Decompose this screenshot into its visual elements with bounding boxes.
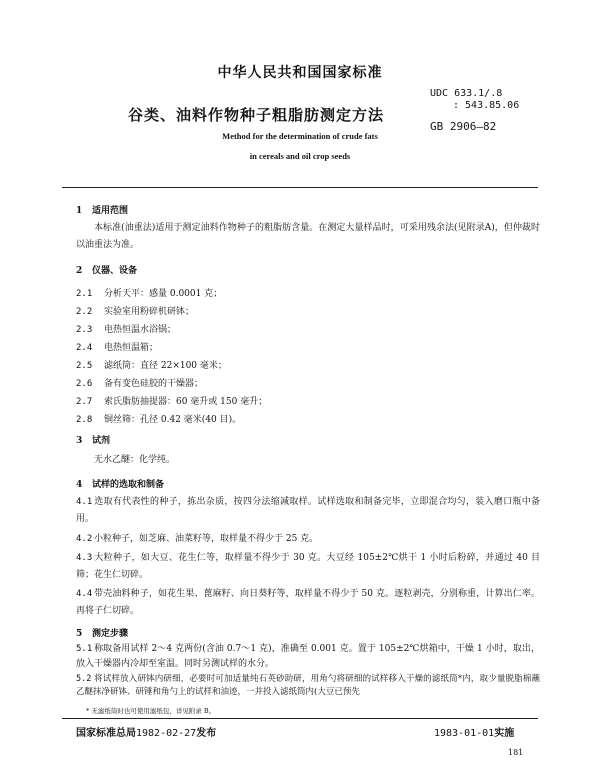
issue-info — [76, 724, 216, 739]
list-item — [76, 586, 540, 620]
item-text: 称取备用试样 2～4 克两份(含油 0.7～1 克)，准确至 0.001 克。置于 105±2℃烘箱中，干燥 1 小时，取出，放入干燥器内冷却至室温。同时另测试样的水分。 — [76, 644, 540, 669]
section-number: 2 — [76, 266, 83, 276]
item-number: 5.2 — [76, 674, 92, 684]
item-text: 选取有代表性的种子，拣出杂质，按四分法缩减取样。试样选取和制备完毕，立即混合均匀，装入磨口瓶中备用。 — [76, 497, 540, 524]
list-item — [76, 358, 227, 371]
section-4-heading — [76, 477, 164, 490]
section-1-body: 本标准(油重法)适用于测定油料作物种子的粗脂肪含量。在测定大量样品时，可采用残余法(见附录A)，但仲裁时以油重法为准。 — [76, 223, 540, 250]
item-text: 带壳油料种子，如花生果、蓖麻籽、向日葵籽等，取样量不得少于 50 克。逐粒剥壳，分别称重，计算出仁率。再将子仁切碎。 — [76, 589, 540, 616]
item-text: 实验室用粉碎机研钵； — [104, 307, 195, 317]
list-item — [76, 673, 540, 699]
item-number: 4.4 — [76, 589, 93, 599]
section-title: 试剂 — [92, 436, 111, 446]
udc-code-line2: : 543.85.06 — [453, 100, 520, 111]
list-item — [76, 340, 158, 353]
section-number: 1 — [76, 206, 83, 216]
document-title: 谷类、油料作物种子粗脂肪测定方法 — [128, 106, 385, 124]
section-5-heading — [76, 626, 128, 639]
item-text: 电热恒温水浴锅； — [104, 325, 177, 335]
list-item — [76, 376, 203, 389]
item-number: 5.1 — [76, 644, 93, 654]
list-item — [76, 550, 540, 584]
footnote: * 无滤纸筒时也可使用滤纸包，详见附录 B。 — [86, 707, 216, 715]
item-number: 4.3 — [76, 553, 93, 563]
list-item — [76, 494, 540, 528]
item-number: 2.3 — [76, 325, 93, 335]
item-number: 4.2 — [76, 534, 93, 544]
section-number: 5 — [76, 629, 83, 639]
item-text: 小粒种子，如芝麻、油菜籽等，取样量不得少于 25 克。 — [94, 534, 319, 544]
section-1-heading — [76, 203, 128, 216]
list-item — [76, 531, 540, 548]
gb-number: GB 2906—82 — [430, 120, 497, 133]
header-divider — [62, 187, 538, 188]
list-item — [76, 322, 176, 335]
item-number: 2.8 — [76, 415, 93, 425]
item-number: 2.7 — [76, 397, 93, 407]
list-item — [76, 412, 241, 425]
issue-date: 1982-02-27 — [136, 728, 197, 739]
impl-date: 1983-01-01 — [434, 728, 495, 739]
section-3-body: 无水乙醚：化学纯。 — [94, 455, 176, 465]
section-number: 3 — [76, 436, 83, 446]
implementation-info — [434, 724, 514, 739]
impl-suffix: 实施 — [494, 728, 515, 739]
item-number: 4.1 — [76, 497, 93, 507]
list-item — [76, 286, 222, 299]
item-text: 滤纸筒：直径 22×100 毫米； — [104, 361, 227, 371]
footer-divider — [62, 718, 538, 719]
standard-country-heading: 中华人民共和国国家标准 — [217, 65, 383, 81]
item-text: 大粒种子，如大豆、花生仁等，取样量不得少于 30 克。大豆经 105±2℃烘干 1 小时后粉碎，并通过 40 目筛；花生仁切碎。 — [76, 553, 540, 580]
section-title: 仪器、设备 — [92, 266, 138, 276]
section-title: 测定步骤 — [92, 629, 129, 639]
item-text: 电热恒温箱； — [104, 343, 159, 353]
issue-suffix: 发布 — [196, 728, 217, 739]
item-number: 2.5 — [76, 361, 93, 371]
item-number: 2.2 — [76, 307, 93, 317]
section-title: 适用范围 — [92, 206, 129, 216]
section-number: 4 — [76, 480, 83, 490]
item-text: 分析天平：感量 0.0001 克； — [104, 289, 223, 299]
list-item — [76, 304, 194, 317]
section-title: 试样的选取和制备 — [92, 480, 165, 490]
udc-code: UDC 633.1/.8 — [430, 88, 503, 99]
section-3-heading — [76, 433, 110, 446]
item-text: 将试样放入研钵内研细，必要时可加适量纯石英砂助研，用角勺将研细的试样移入干燥的滤纸筒*内，取少量脱脂棉蘸乙醚抹净研钵、研锤和角勺上的试样和油迹，一并投入滤纸筒内(大豆已预先 — [76, 674, 540, 697]
english-title-line1: Method for the determination of crude fats — [222, 131, 378, 141]
section-2-heading — [76, 263, 137, 276]
list-item — [76, 642, 540, 672]
item-number: 2.6 — [76, 379, 93, 389]
item-text: 备有变色硅胶的干燥器； — [104, 379, 204, 389]
item-number: 2.4 — [76, 343, 93, 353]
item-text: 索氏脂肪抽提器：60 毫升或 150 毫升； — [104, 397, 268, 407]
list-item — [76, 394, 267, 407]
item-number: 2.1 — [76, 289, 93, 299]
issue-label: 国家标准总局 — [76, 728, 136, 739]
page-number: 181 — [508, 748, 524, 757]
english-title-line2: in cereals and oil crop seeds — [249, 151, 351, 161]
item-text: 铜丝筛：孔径 0.42 毫米(40 目)。 — [104, 415, 242, 425]
